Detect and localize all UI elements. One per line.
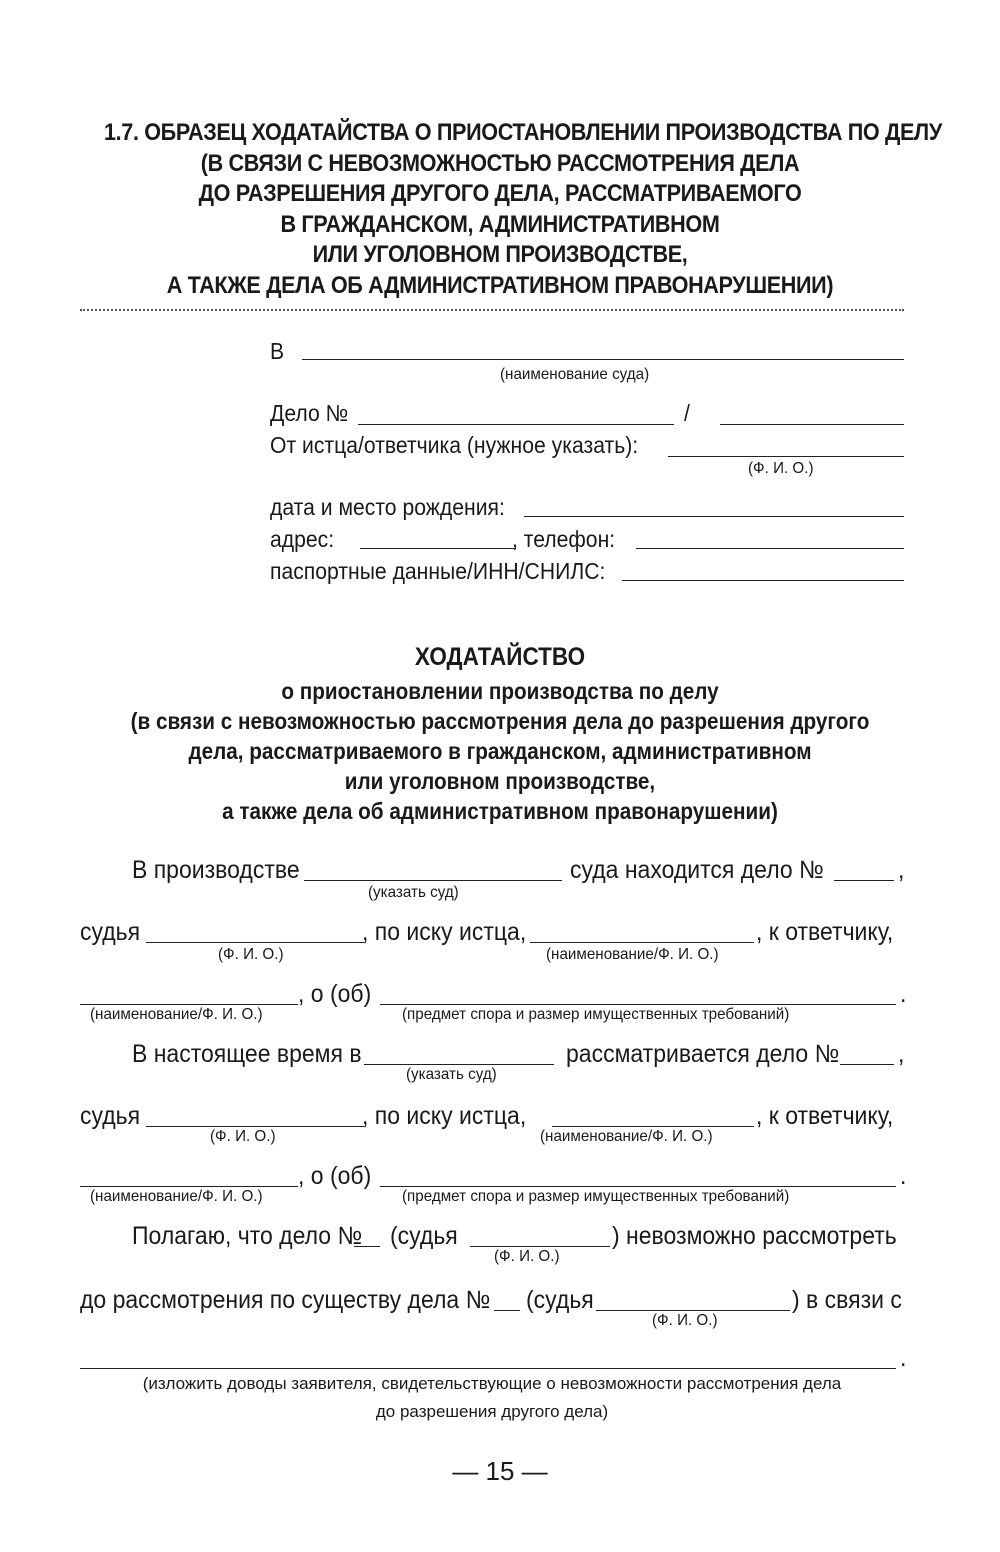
title-line: дела, рассматриваемого в гражданском, административном <box>188 738 812 764</box>
subject-caption-2: (предмет спора и размер имущественных требований) <box>402 1188 790 1205</box>
birth-label: дата и место рождения: <box>270 494 505 520</box>
by-claim-label: , по иску истца, <box>362 918 527 946</box>
case-number-field-2[interactable] <box>720 424 904 425</box>
case-no-field-1[interactable] <box>834 880 894 881</box>
name-fio-caption-1: (наименование/Ф. И. О.) <box>546 946 719 963</box>
case-separator: / <box>684 400 690 426</box>
heading-line: ИЛИ УГОЛОВНОМ ПРОИЗВОДСТВЕ, <box>312 241 688 268</box>
period: . <box>900 1344 907 1372</box>
title-line: (в связи с невозможностью рассмотрения дела до разрешения другого <box>130 708 870 734</box>
name-fio-caption-4: (наименование/Ф. И. О.) <box>90 1188 263 1205</box>
document-title <box>104 642 896 826</box>
applicant-fio-field[interactable] <box>668 456 904 457</box>
judge-fio-field-4[interactable] <box>596 1310 790 1311</box>
birth-field[interactable] <box>524 516 904 517</box>
reasons-caption-line: до разрешения другого дела) <box>375 1402 609 1421</box>
about-label: , о (об) <box>298 980 372 1008</box>
dotted-divider <box>80 309 904 311</box>
judge-fio-field-1[interactable] <box>146 942 364 943</box>
title-line: или уголовном производстве, <box>344 768 656 794</box>
judge-fio-field-2[interactable] <box>146 1126 364 1127</box>
address-field[interactable] <box>360 548 516 549</box>
to-defendant-label: , к ответчику, <box>756 1102 894 1130</box>
subject-field-1[interactable] <box>380 1004 896 1005</box>
court-field-1[interactable] <box>304 880 562 881</box>
heading-line: А ТАКЖЕ ДЕЛА ОБ АДМИНИСТРАТИВНОМ ПРАВОНАРУШЕНИИ) <box>166 271 834 299</box>
judge-label: судья <box>80 1102 141 1130</box>
p1-end: суда находится дело № <box>570 856 824 884</box>
to-label: В <box>270 338 285 364</box>
p4-end: ) в связи с <box>792 1286 902 1314</box>
p3-start: Полагаю, что дело № <box>132 1222 363 1250</box>
reasons-caption-line: (изложить доводы заявителя, свидетельствующие о невозможности рассмотрения дела <box>142 1374 842 1393</box>
from-label: От истца/ответчика (нужное указать): <box>270 432 639 458</box>
court-caption-1: (указать суд) <box>368 884 459 901</box>
heading-line: (В СВЯЗИ С НЕВОЗМОЖНОСТЬЮ РАССМОТРЕНИЯ ДЕЛА <box>200 149 800 177</box>
plaintiff-field-2[interactable] <box>552 1126 754 1127</box>
reasons-field[interactable] <box>80 1368 896 1369</box>
phone-label: , телефон: <box>512 526 616 552</box>
passport-label: паспортные данные/ИНН/СНИЛС: <box>270 558 606 584</box>
p2-end: рассматривается дело № <box>566 1040 840 1068</box>
p4-start: до рассмотрения по существу дела № <box>80 1286 491 1314</box>
heading-line: ДО РАЗРЕШЕНИЯ ДРУГОГО ДЕЛА, РАССМАТРИВАЕМОГО <box>198 180 802 207</box>
by-claim-label: , по иску истца, <box>362 1102 527 1130</box>
section-heading <box>104 118 942 301</box>
court-caption: (наименование суда) <box>500 366 650 383</box>
defendant-field-2[interactable] <box>80 1186 298 1187</box>
passport-field[interactable] <box>622 580 904 581</box>
phone-field[interactable] <box>636 548 904 549</box>
case-number-field[interactable] <box>358 424 674 425</box>
name-fio-caption-3: (наименование/Ф. И. О.) <box>540 1128 713 1145</box>
p3-end: ) невозможно рассмотреть <box>612 1222 897 1250</box>
fio-caption-4: (Ф. И. О.) <box>652 1312 718 1329</box>
period: . <box>900 980 907 1008</box>
case-no-field-3[interactable] <box>354 1246 380 1247</box>
heading-line: 1.7. ОБРАЗЕЦ ХОДАТАЙСТВА О ПРИОСТАНОВЛЕНИИ ПРОИЗВОДСТВА ПО ДЕЛУ <box>104 119 942 146</box>
comma: , <box>898 856 905 884</box>
defendant-field-1[interactable] <box>80 1004 298 1005</box>
case-no-field-4[interactable] <box>494 1310 520 1311</box>
p3-judge-label: (судья <box>390 1222 458 1250</box>
fio-caption-3: (Ф. И. О.) <box>494 1248 560 1265</box>
court-name-field[interactable] <box>302 359 904 360</box>
heading-line: В ГРАЖДАНСКОМ, АДМИНИСТРАТИВНОМ <box>280 210 720 238</box>
fio-caption: (Ф. И. О.) <box>748 460 814 477</box>
title-main: ХОДАТАЙСТВО <box>414 643 586 671</box>
comma: , <box>898 1040 905 1068</box>
subject-caption-1: (предмет спора и размер имущественных требований) <box>402 1006 790 1023</box>
judge-fio-field-3[interactable] <box>470 1246 610 1247</box>
fio-caption-2: (Ф. И. О.) <box>210 1128 276 1145</box>
title-line: о приостановлении производства по делу <box>281 678 719 704</box>
court-field-2[interactable] <box>364 1064 554 1065</box>
p4-judge-label: (судья <box>526 1286 594 1314</box>
plaintiff-field-1[interactable] <box>530 942 754 943</box>
name-fio-caption-2: (наименование/Ф. И. О.) <box>90 1006 263 1023</box>
judge-label: судья <box>80 918 141 946</box>
about-label: , о (об) <box>298 1162 372 1190</box>
reasons-caption <box>80 1370 904 1426</box>
title-line: а также дела об административном правонарушении) <box>222 798 778 824</box>
subject-field-2[interactable] <box>380 1186 896 1187</box>
court-caption-2: (указать суд) <box>406 1066 497 1083</box>
fio-caption-1: (Ф. И. О.) <box>218 946 284 963</box>
p2-start: В настоящее время в <box>132 1040 362 1068</box>
case-label: Дело № <box>270 400 349 426</box>
to-defendant-label: , к ответчику, <box>756 918 894 946</box>
case-no-field-2[interactable] <box>840 1064 894 1065</box>
p1-start: В производстве <box>132 856 300 884</box>
address-label: адрес: <box>270 526 335 552</box>
page-number: — 15 — <box>452 1456 548 1486</box>
period: . <box>900 1162 907 1190</box>
